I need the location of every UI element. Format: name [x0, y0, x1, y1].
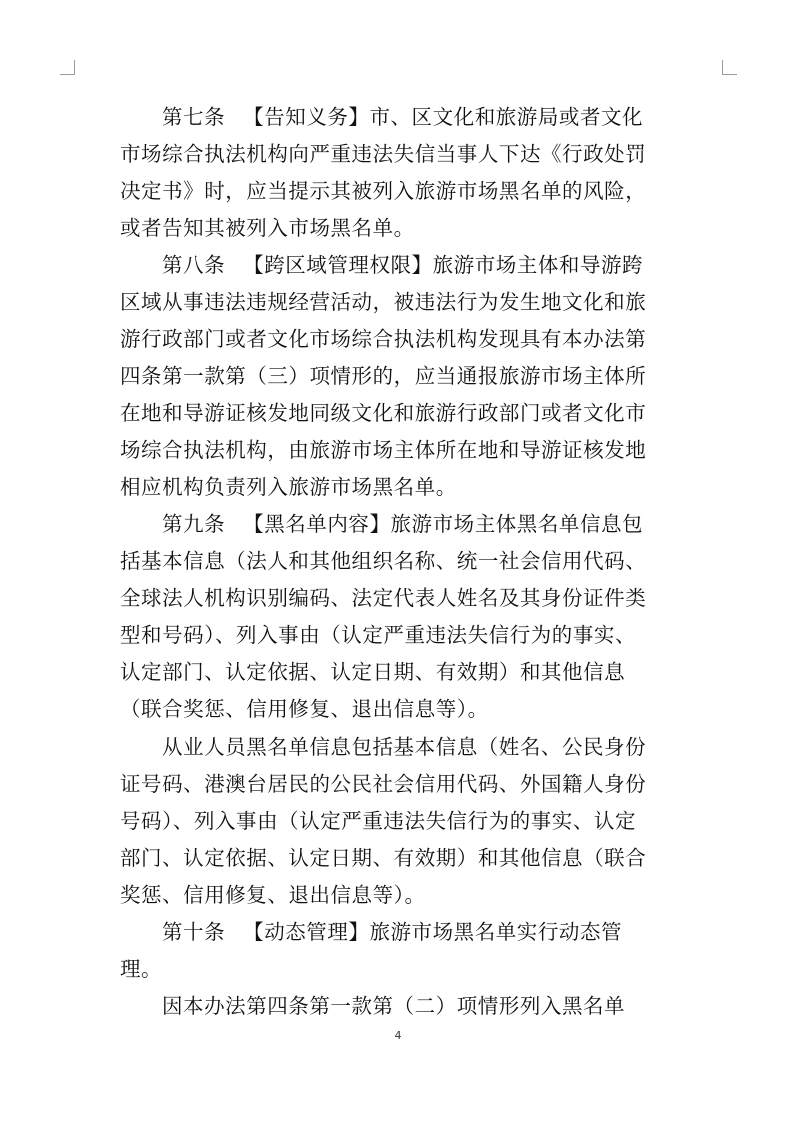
text-line: 部门、认定依据、认定日期、有效期）和其他信息（联合	[120, 846, 647, 870]
line-text: 【跨区域管理权限】旅游市场主体和导游跨	[243, 253, 644, 277]
text-line: （联合奖惩、信用修复、退出信息等）。	[120, 697, 489, 721]
text-line: 全球法人机构识别编码、法定代表人姓名及其身份证件类	[120, 586, 647, 610]
text-line: 游行政部门或者文化市场综合执法机构发现具有本办法第	[120, 327, 647, 351]
text-line: 证号码、港澳台居民的公民社会信用代码、外国籍人身份	[120, 772, 647, 796]
crop-mark-top-left	[60, 60, 75, 75]
text-line: 区域从事违法违规经营活动，被违法行为发生地文化和旅	[120, 290, 647, 314]
text-line: 相应机构负责列入旅游市场黑名单。	[120, 475, 457, 499]
text-line: 决定书》时，应当提示其被列入旅游市场黑名单的风险，	[120, 179, 647, 203]
text-line: 因本办法第四条第一款第（二）项情形列入黑名单	[162, 994, 626, 1018]
line-text: 【黑名单内容】旅游市场主体黑名单信息包	[243, 512, 644, 536]
text-line: 在地和导游证核发地同级文化和旅游行政部门或者文化市	[120, 401, 647, 425]
page-number: 4	[394, 1029, 402, 1042]
line-text: 【告知义务】市、区文化和旅游局或者文化	[243, 105, 644, 129]
text-line	[162, 98, 680, 136]
text-line: 括基本信息（法人和其他组织名称、统一社会信用代码、	[120, 549, 647, 573]
text-line: 从业人员黑名单信息包括基本信息（姓名、公民身份	[162, 735, 647, 759]
text-line	[162, 913, 680, 951]
text-line	[162, 246, 680, 284]
article-number: 第十条	[162, 920, 226, 944]
text-line: 型和号码）、列入事由（认定严重违法失信行为的事实、	[120, 623, 636, 647]
crop-mark-top-right	[722, 60, 737, 75]
text-line: 或者告知其被列入市场黑名单。	[120, 216, 415, 240]
line-text: 【动态管理】旅游市场黑名单实行动态管	[243, 920, 623, 944]
text-line: 场综合执法机构，由旅游市场主体所在地和导游证核发地	[120, 438, 647, 462]
text-line: 市场综合执法机构向严重违法失信当事人下达《行政处罚	[120, 142, 647, 166]
text-line: 奖惩、信用修复、退出信息等）。	[120, 883, 426, 907]
article-number: 第七条	[162, 105, 226, 129]
text-line: 理。	[120, 957, 163, 981]
text-line: 认定部门、认定依据、认定日期、有效期）和其他信息	[120, 660, 626, 684]
text-line: 四条第一款第（三）项情形的，应当通报旅游市场主体所	[120, 364, 647, 388]
text-line: 号码）、列入事由（认定严重违法失信行为的事实、认定	[120, 809, 636, 833]
text-line	[162, 505, 680, 543]
article-number: 第八条	[162, 253, 226, 277]
article-number: 第九条	[162, 512, 226, 536]
